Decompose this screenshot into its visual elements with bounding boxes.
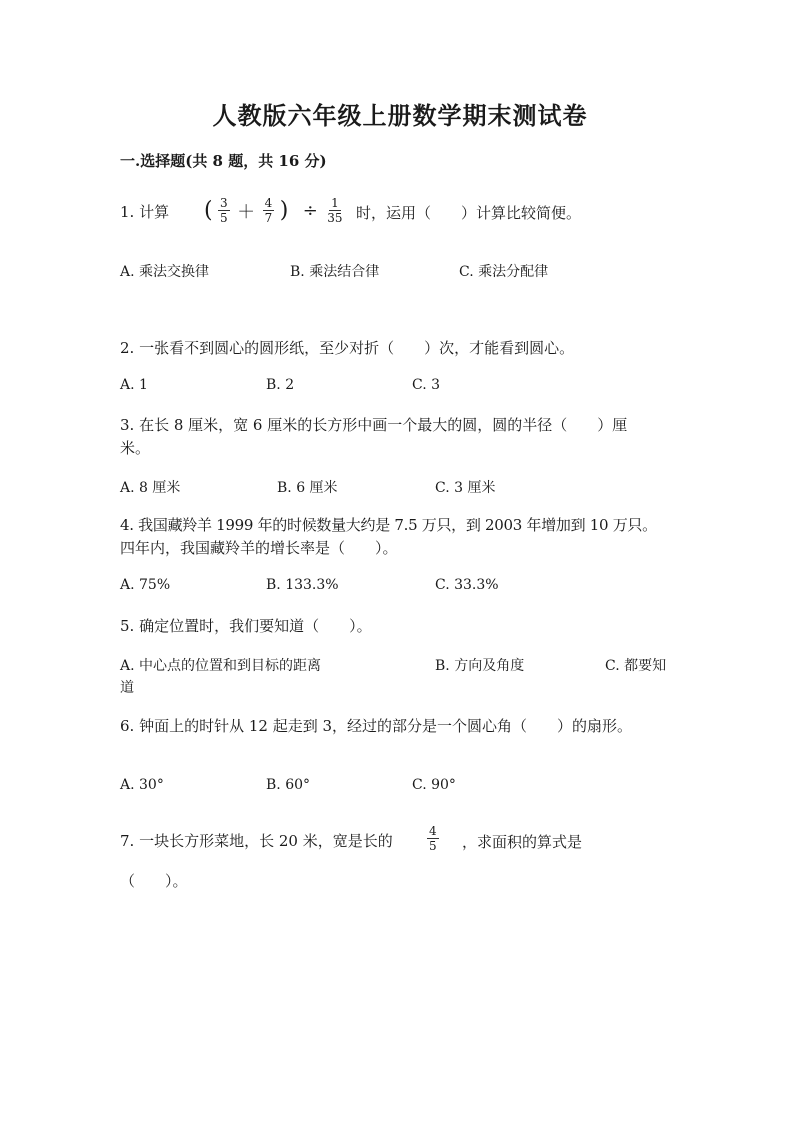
question-2-option-b: B. 2	[266, 377, 295, 393]
question-3-option-c: C. 3 厘米	[435, 480, 496, 496]
question-5-option-c-wrap: 道	[120, 680, 134, 696]
fraction-numerator: 3	[220, 196, 228, 210]
fraction	[263, 196, 275, 225]
fraction	[325, 196, 344, 225]
fraction	[218, 196, 230, 225]
question-6-option-a: A. 30°	[120, 777, 164, 793]
question-5-text: 5. 确定位置时，我们要知道（ ）。	[120, 617, 372, 635]
section-heading: 一.选择题(共 8 题，共 16 分)	[120, 152, 327, 170]
question-1-expression	[204, 196, 346, 225]
question-7-fraction	[426, 824, 440, 853]
divide-sign: ÷	[302, 200, 318, 221]
question-6-option-c: C. 90°	[412, 777, 456, 793]
question-2-text: 2. 一张看不到圆心的圆形纸，至少对折（ ）次，才能看到圆心。	[120, 339, 575, 357]
plus-sign: ＋	[237, 201, 256, 223]
question-6-option-b: B. 60°	[266, 777, 311, 793]
question-1-option-b: B. 乘法结合律	[290, 264, 380, 280]
fraction-denominator: 5	[429, 839, 437, 853]
question-1-prefix: 1. 计算	[120, 203, 170, 221]
question-1-option-a: A. 乘法交换律	[120, 264, 210, 280]
left-paren: (	[204, 198, 213, 223]
question-1-option-c: C. 乘法分配律	[459, 264, 549, 280]
question-3-option-a: A. 8 厘米	[120, 480, 181, 496]
question-1-suffix: 时，运用（ ）计算比较简便。	[356, 204, 582, 222]
question-4-option-b: B. 133.3%	[266, 577, 339, 593]
question-7-suffix: ，求面积的算式是	[462, 833, 583, 851]
fraction-denominator: 7	[264, 211, 273, 225]
question-3-option-b: B. 6 厘米	[277, 480, 338, 496]
right-paren: )	[279, 198, 289, 223]
question-4-option-a: A. 75%	[120, 577, 171, 593]
page-title: 人教版六年级上册数学期末测试卷	[212, 101, 588, 130]
question-5-option-c: C. 都要知	[605, 658, 667, 674]
question-3-line-2: 米。	[120, 439, 151, 457]
question-3-line-1: 3. 在长 8 厘米，宽 6 厘米的长方形中画一个最大的圆，圆的半径（ ）厘	[120, 416, 628, 434]
question-5-option-b: B. 方向及角度	[435, 658, 525, 674]
question-7-line-2: （ ）。	[120, 872, 188, 890]
question-7-prefix: 7. 一块长方形菜地，长 20 米，宽是长的	[120, 832, 393, 850]
question-6-text: 6. 钟面上的时针从 12 起走到 3，经过的部分是一个圆心角（ ）的扇形。	[120, 717, 633, 735]
question-4-line-2: 四年内，我国藏羚羊的增长率是（ ）。	[120, 539, 398, 557]
fraction-numerator: 4	[264, 196, 273, 210]
question-2-option-a: A. 1	[120, 377, 148, 393]
fraction	[427, 824, 439, 853]
question-4-line-1: 4. 我国藏羚羊 1999 年的时候数量大约是 7.5 万只，到 2003 年增加到 10 万只。	[120, 516, 657, 534]
question-2-option-c: C. 3	[412, 377, 441, 393]
fraction-denominator: 35	[327, 211, 343, 225]
question-5-option-a: A. 中心点的位置和到目标的距离	[120, 658, 322, 674]
fraction-numerator: 1	[331, 196, 339, 210]
fraction-denominator: 5	[220, 211, 228, 225]
fraction-numerator: 4	[429, 824, 437, 838]
question-4-option-c: C. 33.3%	[435, 577, 499, 593]
